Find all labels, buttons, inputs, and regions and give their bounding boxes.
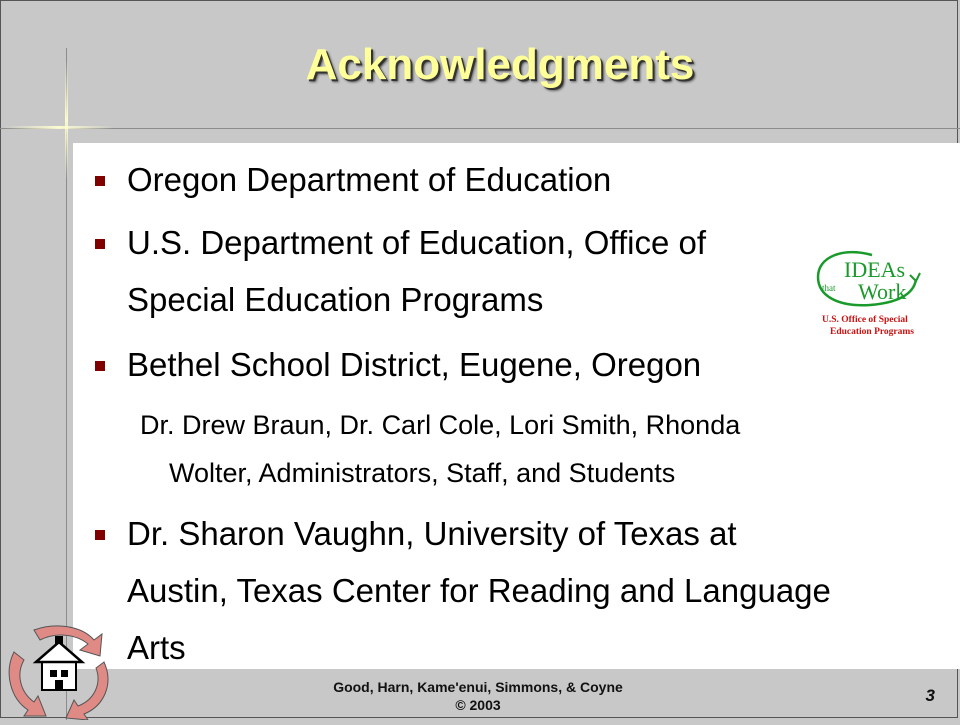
bullet-item-us-dept — [127, 214, 706, 328]
footer-copyright: © 2003 — [455, 697, 501, 713]
square-bullet-icon — [95, 361, 105, 371]
bullet-list — [73, 143, 960, 669]
square-bullet-icon — [95, 530, 105, 540]
sub-bullet-line: Dr. Drew Braun, Dr. Carl Cole, Lori Smith, Rhonda — [140, 410, 741, 440]
page-number: 3 — [925, 686, 935, 705]
bullet-line: Oregon Department of Education — [127, 161, 612, 198]
sub-bullet-bethel-staff — [140, 401, 740, 497]
slide-title: Acknowledgments — [305, 40, 695, 89]
logo-caption-line1: U.S. Office of Special — [822, 315, 908, 325]
bullet-item-bethel — [127, 336, 701, 393]
logo-ideas-text: IDEAs — [844, 257, 906, 282]
bullet-item-oregon-dept — [127, 151, 611, 208]
logo-that-text: that — [822, 283, 836, 293]
bullet-line: Dr. Sharon Vaughn, University of Texas at — [127, 515, 737, 552]
sub-bullet-line: Wolter, Administrators, Staff, and Students — [169, 458, 676, 488]
crosshair-glow-horizontal — [4, 126, 114, 129]
square-bullet-icon — [95, 176, 105, 186]
footer-credits — [318, 678, 638, 714]
content-panel — [73, 143, 960, 669]
ideas-that-work-logo — [812, 245, 932, 340]
home-recycle-icon[interactable] — [4, 622, 116, 720]
logo-work-text: Work — [858, 279, 907, 304]
bullet-line: Bethel School District, Eugene, Oregon — [127, 346, 702, 383]
bullet-line: Austin, Texas Center for Reading and Language — [127, 572, 831, 609]
bullet-line: Special Education Programs — [127, 281, 544, 318]
bullet-line: Arts — [127, 629, 186, 666]
horizontal-guide-line — [0, 128, 960, 129]
crosshair-glow-vertical — [65, 60, 68, 180]
footer-authors: Good, Harn, Kame'enui, Simmons, & Coyne — [333, 679, 623, 695]
bullet-item-vaughn — [127, 505, 831, 676]
square-bullet-icon — [95, 239, 105, 249]
ideas-logo-graphic — [812, 245, 932, 340]
logo-caption-line2: Education Programs — [830, 327, 915, 337]
bullet-line: U.S. Department of Education, Office of — [127, 224, 707, 261]
